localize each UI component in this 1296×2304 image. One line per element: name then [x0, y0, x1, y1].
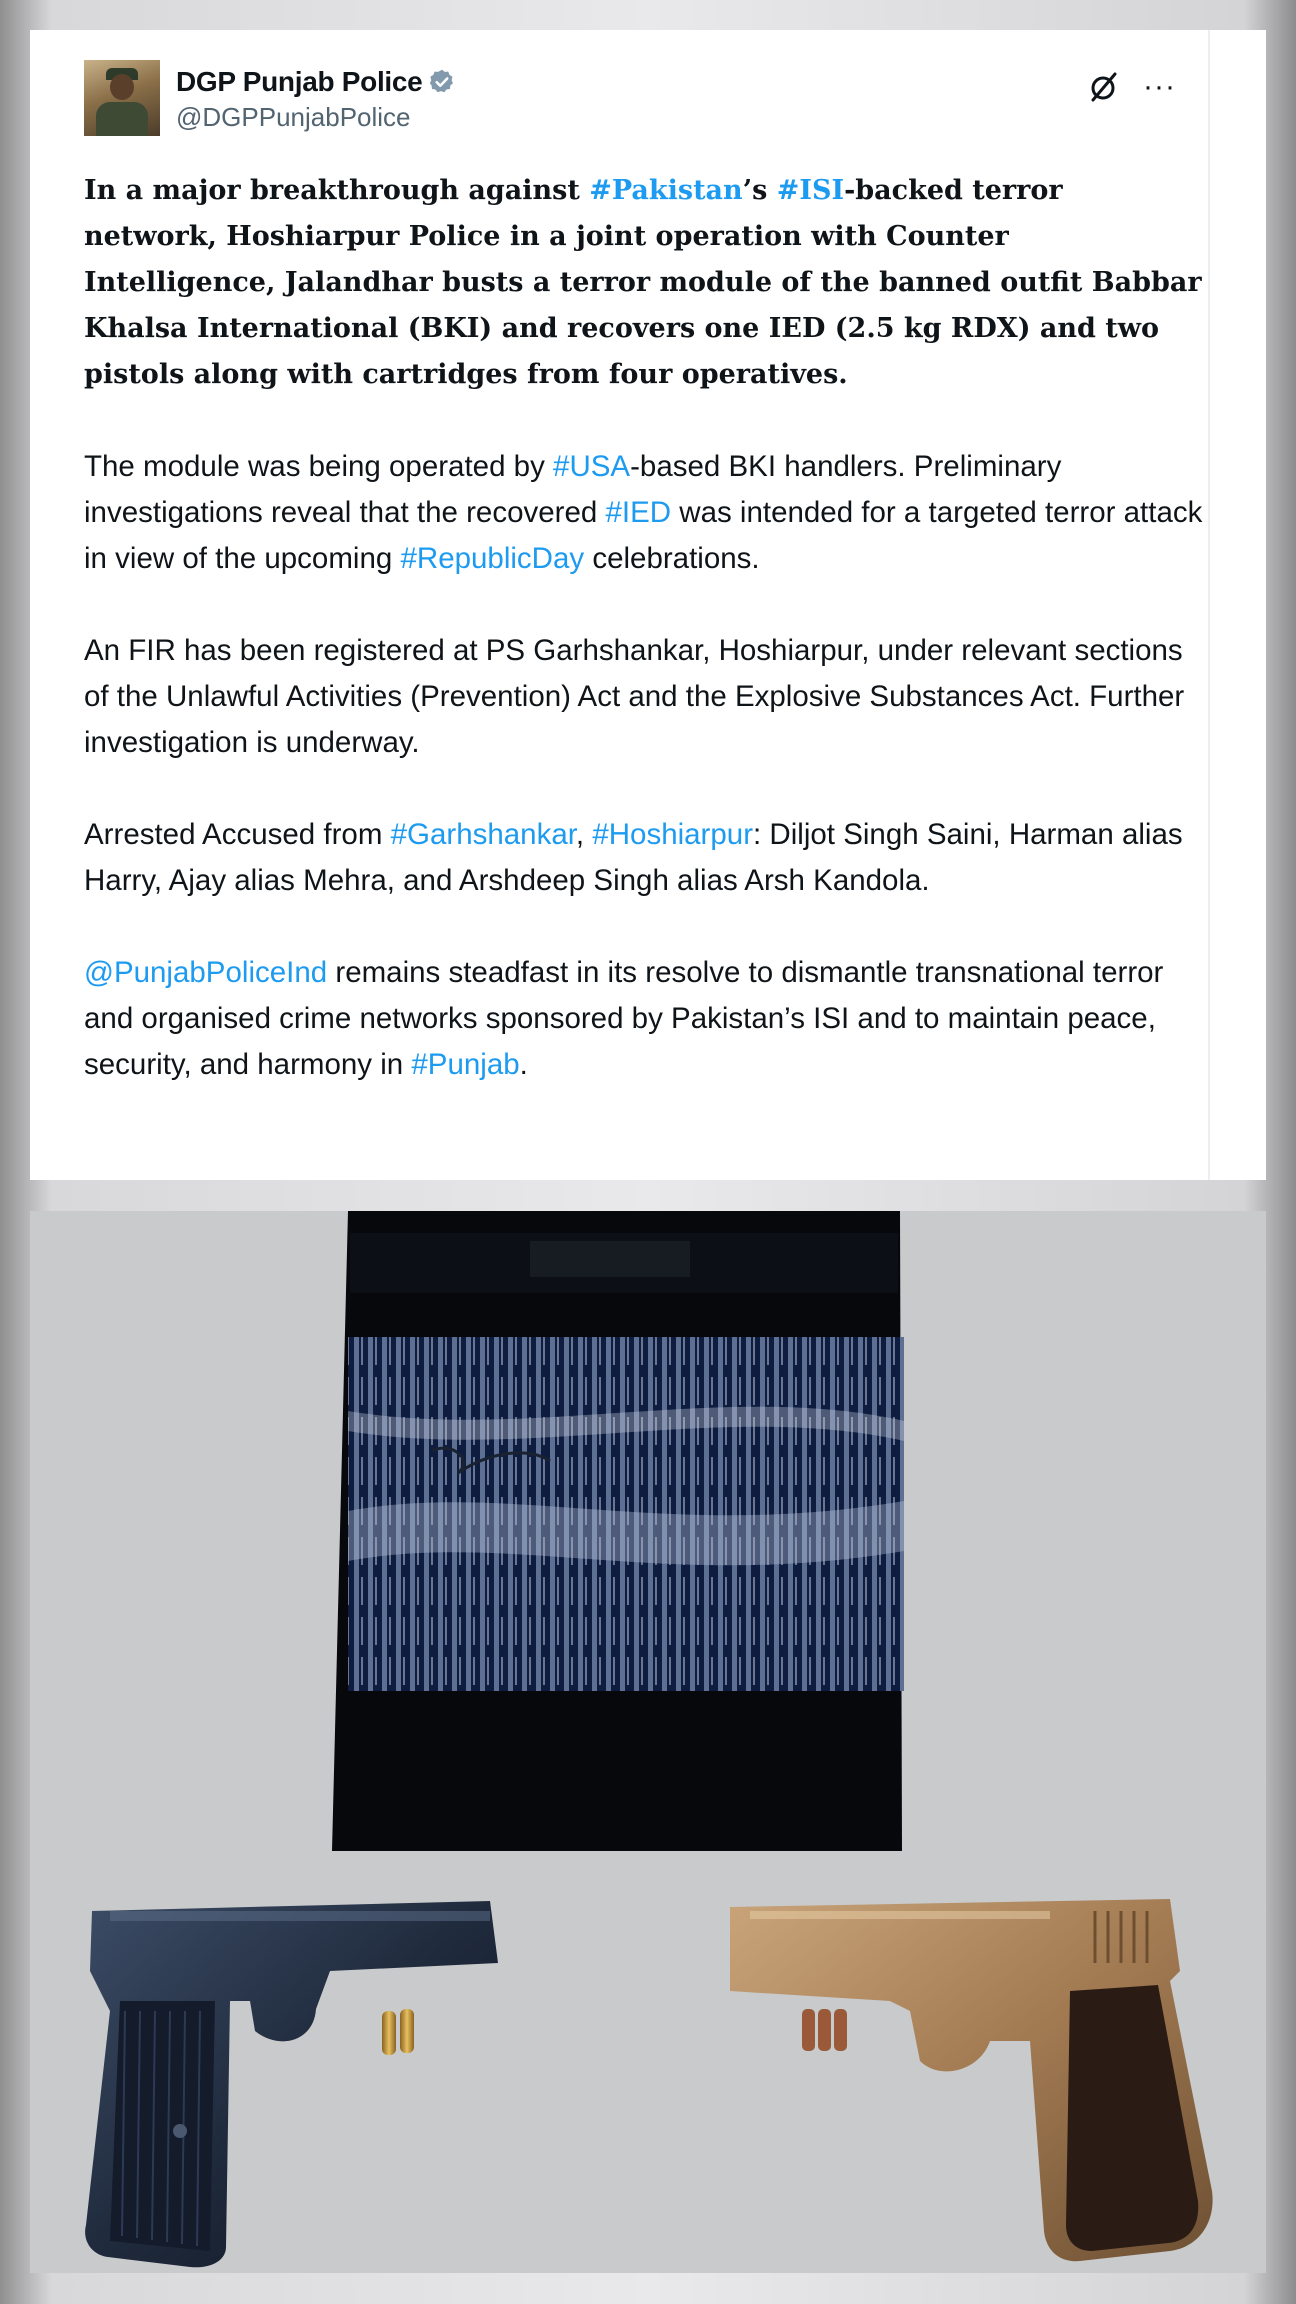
right-pistol	[730, 1899, 1213, 2261]
right-cartridges	[802, 2009, 847, 2051]
left-pistol	[85, 1901, 498, 2267]
tweet-paragraph-2: The module was being operated by #USA-based BKI handlers. Preliminary investigations reveal that the recovered #IED was intended for a targeted terror attack in view of the upcoming #RepublicDay celebrations.	[84, 450, 1203, 575]
verified-badge-icon	[428, 68, 456, 96]
tweet-header	[84, 60, 1176, 140]
mention-punjabpoliceind[interactable]: @PunjabPoliceInd	[84, 956, 328, 989]
left-cartridges	[382, 2009, 414, 2055]
ied-package	[332, 1211, 904, 1851]
tweet-card	[30, 30, 1266, 1180]
tweet-paragraph-5: @PunjabPoliceInd remains steadfast in its resolve to dismantle transnational terror and organised crime networks sponsored by Pakistan’s ISI and to maintain peace, security, and harmony in #Punjab.	[84, 956, 1164, 1081]
grok-icon[interactable]	[1087, 70, 1121, 104]
name-row	[176, 66, 456, 98]
hashtag-isi[interactable]: #ISI	[776, 175, 845, 206]
hashtag-punjab[interactable]: #Punjab	[411, 1048, 520, 1081]
user-handle[interactable]: @DGPPunjabPolice	[176, 102, 411, 132]
display-name[interactable]: DGP Punjab Police	[176, 66, 423, 97]
hashtag-garhshankar[interactable]: #Garhshankar	[390, 818, 576, 851]
hashtag-hoshiarpur[interactable]: #Hoshiarpur	[592, 818, 754, 851]
tweet-paragraph-1: In a major breakthrough against #Pakistan’s #ISI-backed terror network, Hoshiarpur Police in a joint operation with Counter Intelligence, Jalandhar busts a terror module of the banned outfit Babbar Khalsa International (BKI) and recovers one IED (2.5 kg RDX) and two pistols along with cartridges from four operatives.	[84, 175, 1202, 390]
avatar[interactable]	[84, 60, 160, 136]
hashtag-ied[interactable]: #IED	[605, 496, 672, 529]
tweet-text	[84, 168, 1204, 1134]
tweet-paragraph-3: An FIR has been registered at PS Garhshankar, Hoshiarpur, under relevant sections of the Unlawful Activities (Prevention) Act and the Explosive Substances Act. Further investigation is underway.	[84, 634, 1185, 759]
header-actions	[1087, 70, 1176, 104]
hashtag-usa[interactable]: #USA	[553, 450, 631, 483]
hashtag-pakistan[interactable]: #Pakistan	[589, 175, 743, 206]
more-options-icon[interactable]: ···	[1143, 70, 1176, 103]
hashtag-republicday[interactable]: #RepublicDay	[400, 542, 585, 575]
tweet-paragraph-4: Arrested Accused from #Garhshankar, #Hoshiarpur: Diljot Singh Saini, Harman alias Harry, Ajay alias Mehra, and Arshdeep Singh alias Arsh Kandola.	[84, 818, 1183, 897]
tweet-photo[interactable]	[30, 1211, 1266, 2273]
